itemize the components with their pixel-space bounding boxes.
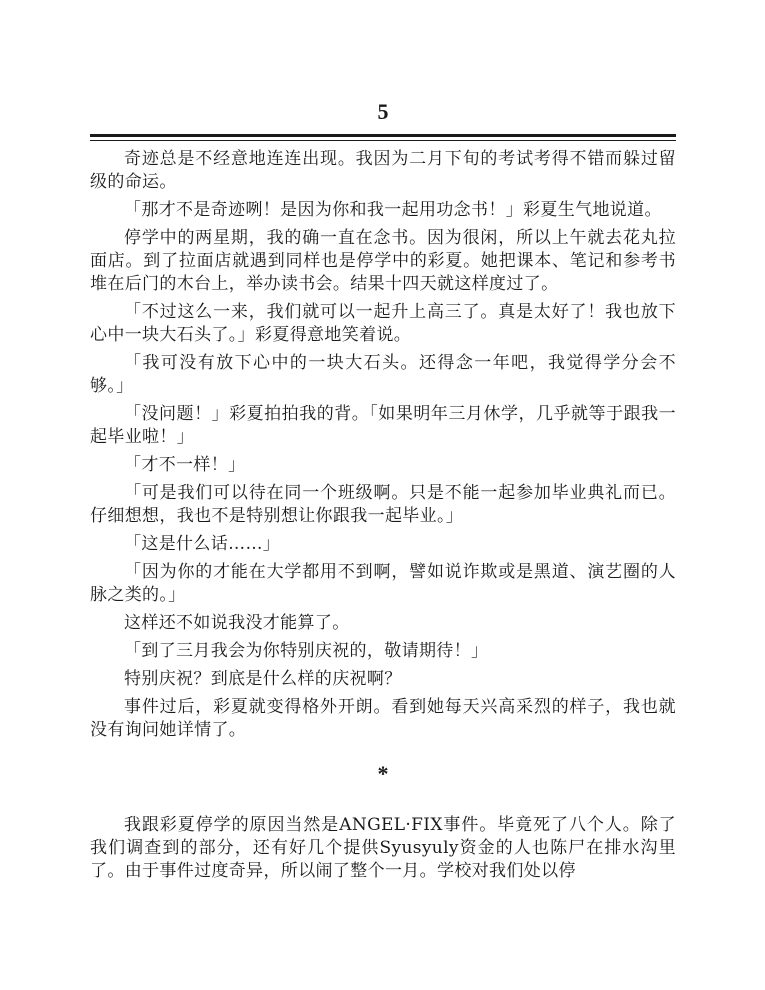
- paragraph: 「我可没有放下心中的一块大石头。还得念一年吧，我觉得学分会不够。」: [90, 353, 676, 396]
- paragraph: 我跟彩夏停学的原因当然是ANGEL·FIX事件。毕竟死了八个人。除了我们调查到的部分，还有好几个提供Syusyuly资金的人也陈尸在排水沟里了。由于事件过度奇异，所以闹了整个一月。学校对我们处以停: [90, 815, 676, 881]
- scene-break-asterisk: *: [377, 761, 389, 786]
- book-page: [90, 0, 676, 990]
- body-text: [90, 148, 676, 888]
- paragraph: 停学中的两星期，我的确一直在念书。因为很闲，所以上午就去花丸拉面店。到了拉面店就遇到同样也是停学中的彩夏。她把课本、笔记和参考书堆在后门的木台上，举办读书会。结果十四天就这样度过了。: [90, 228, 676, 294]
- paragraph: 「这是什么话……」: [124, 534, 281, 554]
- chapter-number: 5: [377, 99, 389, 124]
- paragraph: 这样还不如说我没才能算了。: [124, 613, 350, 633]
- header-rule-thin: [90, 140, 676, 141]
- paragraph: 「不过这么一来，我们就可以一起升上高三了。真是太好了！我也放下心中一块大石头了。」彩夏得意地笑着说。: [90, 302, 676, 345]
- paragraph: 「没问题！」彩夏拍拍我的背。「如果明年三月休学，几乎就等于跟我一起毕业啦！」: [90, 404, 676, 447]
- paragraph: 「才不一样！」: [124, 455, 246, 475]
- paragraph: 事件过后，彩夏就变得格外开朗。看到她每天兴高采烈的样子，我也就没有询问她详情了。: [90, 697, 676, 740]
- paragraph: 「到了三月我会为你特别庆祝的，敬请期待！」: [124, 641, 489, 661]
- paragraph: 「因为你的才能在大学都用不到啊，譬如说诈欺或是黑道、演艺圈的人脉之类的。」: [90, 562, 676, 605]
- paragraph: 「那才不是奇迹咧！是因为你和我一起用功念书！」彩夏生气地说道。: [124, 200, 662, 220]
- paragraph: 奇迹总是不经意地连连出现。我因为二月下旬的考试考得不错而躲过留级的命运。: [90, 149, 676, 192]
- paragraph: 特别庆祝？到底是什么样的庆祝啊？: [124, 669, 402, 689]
- header-rule-thick: [90, 134, 676, 137]
- paragraph: 「可是我们可以待在同一个班级啊。只是不能一起参加毕业典礼而已。仔细想想，我也不是特别想让你跟我一起毕业。」: [90, 483, 676, 526]
